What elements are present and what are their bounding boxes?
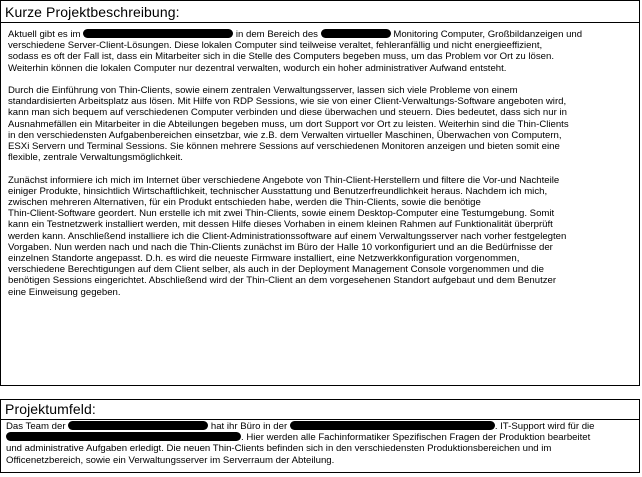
text-segment: Ausnahmefällen ein Mitarbeiter in die Abteilungen begeben muss, um dort Support vor Ort zu leisten. Weiterhin sind die Thin-Clients [8,118,569,130]
paragraph [8,85,633,163]
text-line [8,175,633,186]
text-line [8,107,633,118]
redaction-bar [83,29,233,38]
text-line [8,264,633,275]
project-environment-section [0,399,640,473]
section-heading-description: Kurze Projektbeschreibung: [5,4,180,20]
text-line [8,219,633,230]
text-line [8,208,633,219]
text-segment: Officenetzbereich, sowie ein Verwaltungsserver im Serverraum der Abteilung. [6,454,335,466]
text-segment: Thin-Client-Software geordert. Nun erstelle ich mit zwei Thin-Clients, sowie einem Desktop-Computer eine Testumgebung. Somit [8,208,555,220]
text-segment: ESXi Servern und Terminal Sessions. Sie können mehrere Sessions auf verschiedenen Monitoren anzeigen und bieten somit eine [8,141,560,153]
text-segment: zwischen mehreren Alternativen, für ein Produkt entschieden habe, werden die Thin-Clients, sowie die benötige [8,197,481,209]
text-segment: standardisierten Arbeitsplatz aus lösen. Mit Hilfe von RDP Sessions, wie sie von einer Client-Verwaltungs-Software angeboten wird, [8,96,567,108]
text-segment: Durch die Einführung von Thin-Clients, sowie einem zentralen Verwaltungsserver, lassen sich viele Probleme von einem [8,85,518,96]
redaction-bar [321,29,391,38]
text-segment: einzelnen Standorte angepasst. D.h. es wird die neueste Firmware installiert, eine Netzwerkkonfiguration vorgenommen, [8,253,520,265]
redaction-bar [68,421,208,430]
text-segment: verschiedene Server-Client-Lösungen. Diese lokalen Computer sind teilweise veraltet, fehleranfällig und nicht energieeffizient, [8,40,543,52]
text-segment: Weiterhin können die lokalen Computer nur dezentral verwalten, wodurch ein hoher administrativer Aufwand entsteht. [8,62,507,74]
text-segment: kann ein Testnetzwerk installiert werden, mit dessen Hilfe dieses Vorhaben in einem kleinen Rahmen auf Funktionalität überprüft [8,219,553,231]
environment-body [6,421,633,477]
text-segment: und administrative Aufgaben erledigt. Die neuen Thin-Clients befinden sich in den verschiedensten Produktionsbereichen und im [6,443,552,455]
text-segment: Vorgaben. Nun werden nach und nach die Thin-Clients zunächst im Büro der Halle 10 vorkonfiguriert und an die Bedürfnisse der [8,241,553,253]
text-line [6,421,633,432]
text-line [8,275,633,286]
text-line [8,141,633,152]
text-segment: . Hier werden alle Fachinformatiker Spezifischen Fragen der Produktion bearbeitet [241,432,591,444]
text-segment: verschiedene Berechtigungen auf dem Client selber, als auch in der Deployment Management Console vorgenommen und die [8,264,544,276]
text-line [8,51,633,62]
text-line [8,40,633,51]
text-line [8,119,633,130]
text-segment: kann man sich bequem auf verschiedenen Computer verbinden und diese überwachen und steuern. Dies bedeutet, dass sich nur in [8,107,567,119]
text-segment: flexible, zentrale Verwaltungsmöglichkeit. [8,152,183,164]
description-body [8,29,633,309]
paragraph [8,29,633,74]
text-line [6,443,633,454]
paragraph [8,175,633,298]
text-segment: hat ihr Büro in der [208,421,290,432]
text-segment: einiger Produkte, hinsichtlich Wirtschaftlichkeit, technischer Ausstattung und Benutzerfreundlichkeit heraus. Nachdem ich mich, [8,185,548,197]
text-segment: Das Team der [6,421,69,432]
text-segment: in dem Bereich des [233,29,321,40]
text-line [8,96,633,107]
paragraph [6,421,633,466]
text-line [6,455,633,466]
text-segment: werden kann. Anschließend installiere ich die Client-Administrationssoftware auf einem Verwaltungsserver nach vorher festgelegten [8,230,567,242]
text-segment: Monitoring Computer, Großbildanzeigen und [390,29,583,40]
text-segment: . IT-Support wird für die [494,421,595,432]
text-line [8,29,633,40]
redaction-bar [6,432,241,441]
redaction-bar [290,421,495,430]
text-line [8,197,633,208]
text-line [8,130,633,141]
section-heading-environment: Projektumfeld: [5,401,96,417]
text-line [8,85,633,96]
text-line [8,253,633,264]
text-line [8,186,633,197]
heading-divider [1,22,639,23]
text-line [6,432,633,443]
text-line [8,63,633,74]
text-segment: sodass es oft der Fall ist, dass ein Mitarbeiter sich in die Stelle des Computers begeben muss, um das Problem vor Ort zu lösen. [8,51,555,63]
text-segment: Aktuell gibt es im [8,29,84,40]
text-line [8,152,633,163]
text-line [8,287,633,298]
text-line [8,231,633,242]
text-segment: in den verschiedensten Aufgabenbereichen einsetzbar, wie z.B. dem Verwalten virtueller Maschinen, Überwachen von Computern, [8,129,562,141]
text-segment: benötigen Sessions eingerichtet. Abschließend wird der Thin-Client an dem vorgesehenen Standort aufgebaut und dem Benutzer [8,275,557,287]
text-segment: eine Einweisung gegeben. [8,286,121,298]
heading-divider [1,419,639,420]
text-segment: Zunächst informiere ich mich im Internet über verschiedene Angebote von Thin-Client-Herstellern und filtere die Vor-und Nachteile [8,174,560,186]
text-line [8,242,633,253]
